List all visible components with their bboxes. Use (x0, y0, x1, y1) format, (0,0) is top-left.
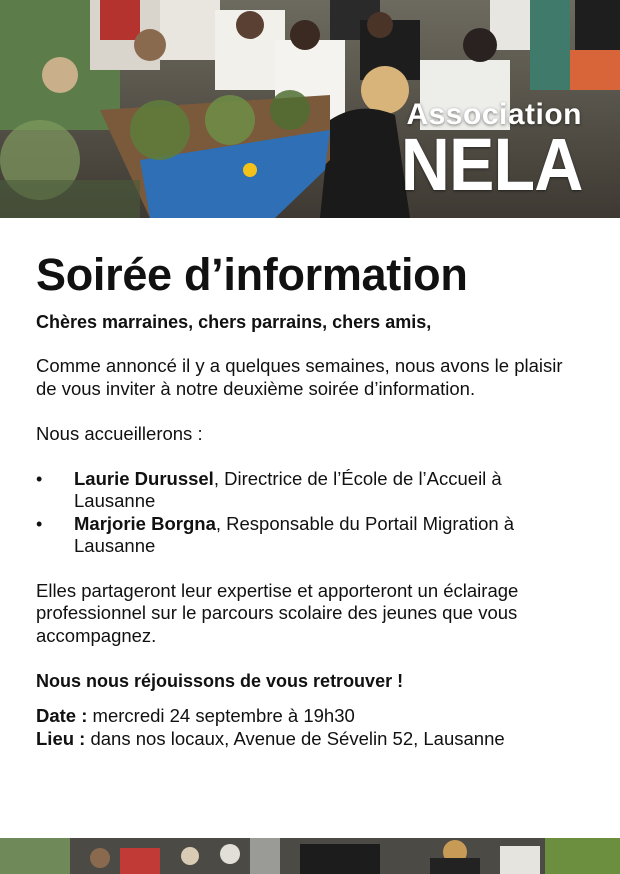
speaker-name: Marjorie Borgna (74, 512, 216, 534)
speaker-list (36, 468, 584, 558)
association-logo (385, 98, 582, 206)
header-photo (0, 0, 620, 218)
closing-paragraph: Elles partageront leur expertise et apporteront un éclairage professionnel sur le parcours scolaire des jeunes que vous accompagnez. (36, 579, 519, 646)
logo-line-nela: NELA (400, 123, 582, 206)
place-label: Lieu : (36, 727, 86, 749)
speaker-item (36, 468, 584, 513)
date-label: Date : (36, 705, 88, 726)
greeting: Chères marraines, chers parrains, chers amis, (36, 312, 432, 332)
invitation-content (36, 248, 584, 750)
date-line (36, 705, 584, 728)
footer-photo (0, 838, 620, 874)
place-value: dans nos locaux, Avenue de Sévelin 52, Lausanne (85, 727, 505, 749)
highlight-line: Nous nous réjouissons de vous retrouver ! (36, 671, 404, 691)
crowd-strip-icon (0, 838, 620, 874)
speaker-role: , Directrice de l’École de l’Accueil à Lausanne (74, 467, 502, 511)
speaker-name: Laurie Durussel (74, 467, 214, 489)
speakers-lead: Nous accueillerons : (36, 423, 203, 444)
speaker-item (36, 513, 584, 558)
logo-line-association: Association (406, 98, 582, 131)
date-value: mercredi 24 septembre à 19h30 (87, 705, 355, 726)
intro-paragraph: Comme annoncé il y a quelques semaines, nous avons le plaisir de vous inviter à notre deuxième soirée d’information. (36, 355, 563, 399)
event-details (36, 705, 584, 750)
page-title: Soirée d’information (36, 249, 468, 300)
place-line (36, 728, 584, 751)
speaker-role: , Responsable du Portail Migration à Lausanne (74, 512, 515, 556)
